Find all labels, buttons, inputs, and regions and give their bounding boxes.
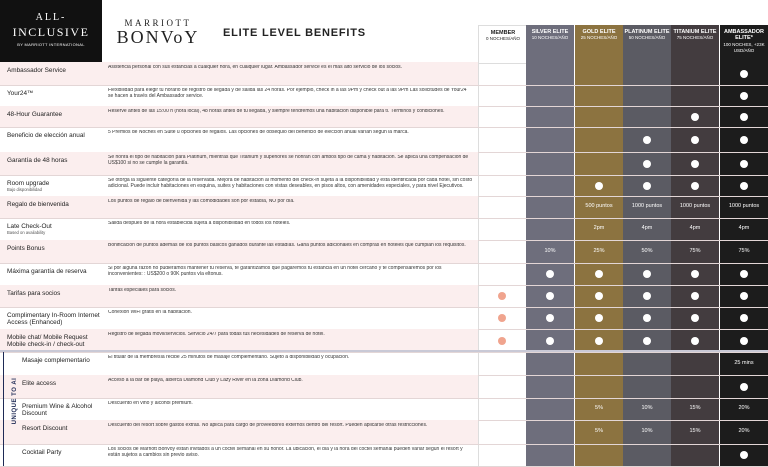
benefit-cell bbox=[671, 182, 719, 192]
benefit-description: Tarifas especiales para socios. bbox=[108, 288, 177, 293]
benefit-label: Garantía de 48 horas bbox=[7, 157, 68, 164]
benefit-description: Acceso a la bar de playa, alberca Diamond Club y Lazy River en la zona Diamond Club. bbox=[108, 378, 303, 383]
included-dot bbox=[740, 314, 748, 322]
benefit-cell: 2pm bbox=[593, 225, 605, 231]
benefit-description: Bonificación de puntos además de los puntos básicos ganados durante las estadías. Gana puntos adicionales en compras en hoteles que cumplan los requisitos. bbox=[108, 243, 466, 248]
marriott-bonvoy-logo: MARRIOTT BONVoY bbox=[116, 18, 200, 47]
included-dot bbox=[740, 270, 748, 278]
column-name: TITANIUM ELITE bbox=[673, 29, 717, 35]
included-dot bbox=[740, 136, 748, 144]
included-dot-member bbox=[498, 314, 506, 322]
benefit-cell bbox=[671, 292, 719, 302]
benefit-cell bbox=[575, 182, 623, 192]
benefit-cell bbox=[526, 270, 574, 280]
included-dot bbox=[740, 337, 748, 345]
page-title: ELITE LEVEL BENEFITS bbox=[223, 27, 366, 39]
included-dot bbox=[546, 314, 554, 322]
included-dot bbox=[643, 182, 651, 190]
benefit-description: Registro de llegada móvil/servicios. Servicio 24/7 para todas tus necesidades de reserva de hotel. bbox=[108, 332, 325, 337]
benefit-note: Bajo disponibilidad bbox=[7, 187, 42, 192]
benefit-cell bbox=[575, 337, 623, 347]
benefit-cell bbox=[720, 270, 768, 280]
included-dot bbox=[643, 314, 651, 322]
included-dot bbox=[740, 182, 748, 190]
benefit-label: Máxima garantía de reserva bbox=[7, 268, 87, 275]
benefit-cell bbox=[623, 182, 671, 192]
benefit-label: 48-Hour Guarantee bbox=[7, 111, 63, 118]
column-name: AMBASSADOR ELITE* bbox=[723, 29, 765, 42]
benefit-description: Descuento en vino y alcohol premium. bbox=[108, 401, 193, 406]
benefit-label: Room upgrade Bajo disponibilidad bbox=[7, 180, 105, 192]
benefit-cell: 15% bbox=[689, 405, 701, 411]
column-header-1 bbox=[526, 25, 574, 62]
included-dot bbox=[691, 136, 699, 144]
benefit-cell bbox=[478, 337, 526, 347]
included-dot bbox=[740, 160, 748, 168]
benefit-description: Se otorga la siguiente categoría de la reservada. Mejora de habitación al momento del check-in sujeta a la disponibilidad y está identificada por cada hotel, sin costo adicional. Puede incluir habitaciones en esquina, suites y habitaciones con vistas deseables, en pisos altos, con amenidades especiales, y para nivel Ejecutivos. bbox=[108, 178, 473, 189]
benefit-label: Resort Discount bbox=[22, 425, 68, 432]
included-dot bbox=[691, 270, 699, 278]
benefit-cell bbox=[720, 92, 768, 102]
benefit-label: Your24™ bbox=[7, 90, 34, 97]
benefit-cell bbox=[623, 292, 671, 302]
benefit-description: Los socios de Marriott Bonvoy están invitados a un cóctel semanal en su honor. La ubicación, el día y la hora del cóctel semanal pueden variar según el resort y están sujetos a cambios sin previo aviso. bbox=[108, 447, 463, 458]
benefit-label: Premium Wine & Alcohol Discount bbox=[22, 403, 93, 417]
benefit-cell: 4pm bbox=[641, 225, 653, 231]
included-dot bbox=[595, 182, 603, 190]
benefit-description: Se honra el tipo de habitación para Platinum, mientras que Titanium y superiores se honran con ambos tipo de cama y habitación. Se aplica una compensación de US$100 si no se cumple la garantía. bbox=[108, 155, 469, 166]
benefit-label: Cocktail Party bbox=[22, 449, 62, 456]
benefit-label: Elite access bbox=[22, 380, 57, 387]
column-bg-0 bbox=[478, 62, 528, 466]
section-divider bbox=[0, 350, 768, 352]
benefit-cell bbox=[478, 292, 526, 302]
benefit-note: Based on availability bbox=[7, 230, 46, 235]
benefit-description: Si por alguna razón no pudiéramos mantener tu reserva, te garantizamos que pagaremos tu estancia en un hotel cercano y te compensaremos por los inconvenientes: : US$200 o 90K puntos vía eltonus. bbox=[108, 266, 442, 277]
benefit-cell bbox=[575, 314, 623, 324]
included-dot-member bbox=[498, 337, 506, 345]
benefit-label: Late Check-Out Based on availability bbox=[7, 223, 105, 235]
included-dot bbox=[546, 292, 554, 300]
benefit-cell bbox=[720, 136, 768, 146]
benefit-cell bbox=[526, 314, 574, 324]
benefit-description: Salida después de la hora establecida sujeta a disponibilidad en todos los hoteles. bbox=[108, 221, 291, 226]
column-sub: 10 NOCHES/AÑO bbox=[531, 35, 569, 41]
benefit-cell: 4pm bbox=[689, 225, 701, 231]
included-dot bbox=[691, 292, 699, 300]
included-dot bbox=[691, 113, 699, 121]
benefit-description: Asistencia personal con sus estancias a cualquier hora, en cualquier lugar. Ambassador service es el más alto servicio de los socios. bbox=[108, 65, 403, 70]
benefit-description: Descuento del resort sobre gastos extras. No aplica para cargo de proveedores externos dentro del resort. Pueden aplicarse otras restricciones. bbox=[108, 423, 428, 428]
benefit-cell: 1000 puntos bbox=[728, 203, 760, 209]
benefit-label: Regalo de bienvenida bbox=[7, 201, 69, 208]
benefit-cell: 1000 puntos bbox=[679, 203, 711, 209]
included-dot bbox=[546, 270, 554, 278]
benefit-cell bbox=[671, 136, 719, 146]
column-name: MEMBER bbox=[490, 30, 516, 36]
included-dot bbox=[740, 451, 748, 459]
included-dot bbox=[691, 182, 699, 190]
benefit-description: 5 Premios de Noches en Suite u opciones de regalos. Las opciones de obsequio del beneficio de elección anual varían según la marca. bbox=[108, 130, 409, 135]
benefit-cell bbox=[671, 113, 719, 123]
benefit-cell: 5% bbox=[595, 405, 603, 411]
benefit-cell bbox=[575, 292, 623, 302]
benefit-cell bbox=[623, 136, 671, 146]
included-dot bbox=[643, 270, 651, 278]
column-name: SILVER ELITE bbox=[531, 29, 569, 35]
benefit-cell bbox=[720, 160, 768, 170]
included-dot bbox=[691, 337, 699, 345]
benefit-description: Conexión WiFi gratis en la habitación. bbox=[108, 310, 192, 315]
included-dot bbox=[546, 337, 554, 345]
benefit-cell bbox=[671, 337, 719, 347]
benefit-cell: 20% bbox=[738, 405, 750, 411]
benefit-cell: 75% bbox=[738, 247, 750, 254]
included-dot bbox=[740, 113, 748, 121]
benefit-cell bbox=[720, 337, 768, 347]
all-inclusive-logo: ALL- INCLUSIVE BY MARRIOTT INTERNATIONAL bbox=[0, 0, 102, 62]
benefit-cell bbox=[720, 383, 768, 393]
benefit-cell: 10% bbox=[544, 247, 556, 254]
column-name: GOLD ELITE bbox=[582, 29, 616, 35]
included-dot bbox=[740, 92, 748, 100]
included-dot-member bbox=[498, 292, 506, 300]
benefit-label: Points Bonus bbox=[7, 245, 45, 252]
benefit-cell bbox=[720, 113, 768, 123]
benefit-cell: 10% bbox=[641, 405, 653, 411]
benefit-cell bbox=[720, 292, 768, 302]
column-bg-1 bbox=[526, 62, 574, 466]
benefit-label: Complimentary In-Room Internet Access (Enhanced) bbox=[7, 312, 100, 326]
included-dot bbox=[595, 337, 603, 345]
benefit-cell bbox=[575, 270, 623, 280]
included-dot bbox=[643, 337, 651, 345]
benefit-cell: 5% bbox=[595, 428, 603, 434]
section-label-unique-to-ai: UNIQUE TO AI bbox=[12, 377, 18, 425]
benefit-cell bbox=[526, 292, 574, 302]
column-sub: 25 NOCHES/AÑO bbox=[580, 35, 618, 41]
benefit-label: Beneficio de elección anual bbox=[7, 132, 85, 139]
benefit-label: Mobile chat/ Mobile Request Mobile check-in / check-out bbox=[7, 334, 88, 348]
benefit-cell bbox=[526, 337, 574, 347]
benefit-cell bbox=[671, 160, 719, 170]
benefit-label: Ambassador Service bbox=[7, 67, 66, 74]
benefit-cell bbox=[671, 314, 719, 324]
benefit-cell: 50% bbox=[641, 247, 653, 254]
benefit-cell: 15% bbox=[689, 428, 701, 434]
benefit-description: Reserve antes de las 15:00 h (hora local), 48 horas antes de tu llegada, y siempre tendremos una habitación disponible para ti. Términos y condiciones. bbox=[108, 109, 445, 114]
benefit-cell bbox=[478, 314, 526, 324]
benefit-cell bbox=[720, 451, 768, 461]
column-header-0 bbox=[478, 25, 528, 64]
included-dot bbox=[643, 292, 651, 300]
benefit-cell: 75% bbox=[689, 247, 701, 254]
included-dot bbox=[691, 314, 699, 322]
benefit-cell bbox=[623, 270, 671, 280]
column-name: PLATINUM ELITE bbox=[624, 29, 670, 35]
benefit-cell: 20% bbox=[738, 428, 750, 434]
included-dot bbox=[595, 270, 603, 278]
benefit-cell bbox=[720, 70, 768, 80]
benefit-description: Los puntos de regalo de bienvenida y las comodidades son por estadía, NO por día. bbox=[108, 199, 295, 204]
benefit-cell: 25% bbox=[593, 247, 605, 254]
benefit-cell: 500 puntos bbox=[585, 203, 613, 209]
benefit-cell: 10% bbox=[641, 428, 653, 434]
section-bar bbox=[3, 352, 4, 466]
included-dot bbox=[740, 70, 748, 78]
column-header-4 bbox=[671, 25, 719, 62]
column-header-5 bbox=[720, 25, 768, 62]
benefit-cell bbox=[623, 160, 671, 170]
included-dot bbox=[595, 292, 603, 300]
included-dot bbox=[740, 292, 748, 300]
column-sub: 100 NOCHES, +23K USD/AÑO bbox=[723, 41, 765, 54]
benefit-label: Tarifas para socios bbox=[7, 290, 61, 297]
benefit-cell bbox=[623, 337, 671, 347]
included-dot bbox=[595, 314, 603, 322]
included-dot bbox=[643, 160, 651, 168]
benefit-description: El titular de la membresía recibe 25 minutos de masaje complementario. Sujeto a disponibilidad y ocupación. bbox=[108, 355, 350, 360]
benefit-cell bbox=[671, 270, 719, 280]
benefit-description: Flexibilidad para elegir tu horario de registro de llegada y de salida las 24 horas. Por ejemplo, check in a las 9Pm y check out a las 9Pm Las solicitudes de Your24 se hacen a través del Ambassador service. bbox=[108, 88, 467, 99]
included-dot bbox=[740, 383, 748, 391]
benefit-cell: 4pm bbox=[738, 225, 750, 231]
benefit-cell: 1000 puntos bbox=[631, 203, 663, 209]
column-sub: 50 NOCHES/AÑO bbox=[628, 35, 666, 41]
column-header-2 bbox=[575, 25, 623, 62]
column-sub: 0 NOCHES/AÑO bbox=[485, 36, 520, 42]
column-sub: 75 NOCHES/AÑO bbox=[676, 35, 714, 41]
column-header-3 bbox=[623, 25, 671, 62]
benefit-label: Masaje complementario bbox=[22, 357, 90, 364]
benefit-cell bbox=[720, 314, 768, 324]
benefit-cell bbox=[623, 314, 671, 324]
benefit-cell bbox=[720, 182, 768, 192]
included-dot bbox=[691, 160, 699, 168]
benefit-cell: 25 mins bbox=[734, 359, 754, 366]
included-dot bbox=[643, 136, 651, 144]
